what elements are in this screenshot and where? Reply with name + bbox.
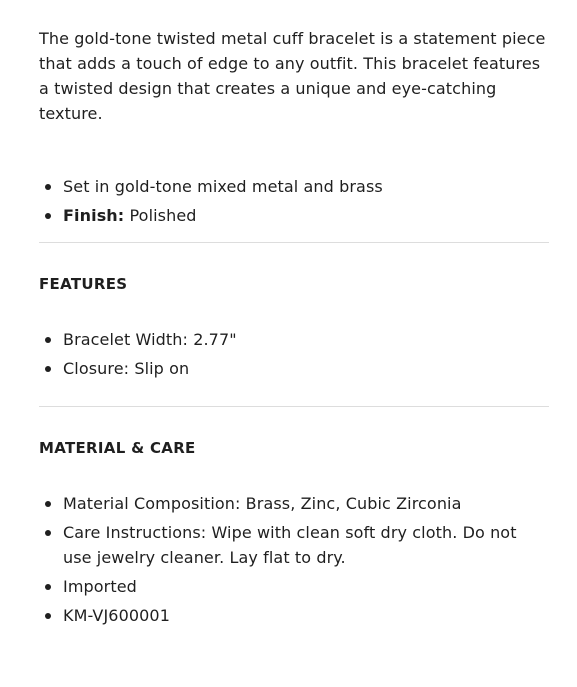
section-divider xyxy=(39,406,549,407)
finish-value: Polished xyxy=(124,206,197,225)
section-divider xyxy=(39,242,549,243)
features-list xyxy=(39,327,549,381)
list-item: Closure: Slip on xyxy=(39,356,549,381)
features-heading: FEATURES xyxy=(39,275,128,293)
list-item-finish xyxy=(39,203,549,228)
finish-label: Finish: xyxy=(63,206,125,225)
list-item: Care Instructions: Wipe with clean soft dry cloth. Do not use jewelry cleaner. Lay flat to dry. xyxy=(39,520,549,570)
list-item: Bracelet Width: 2.77" xyxy=(39,327,549,352)
list-item: KM-VJ600001 xyxy=(39,603,549,628)
list-item: Set in gold-tone mixed metal and brass xyxy=(39,174,549,199)
list-item: Material Composition: Brass, Zinc, Cubic Zirconia xyxy=(39,491,549,516)
highlights-list xyxy=(39,174,549,228)
material-care-heading: MATERIAL & CARE xyxy=(39,439,196,457)
material-care-list xyxy=(39,491,549,628)
product-description: The gold-tone twisted metal cuff bracelet is a statement piece that adds a touch of edge to any outfit. This bracelet features a twisted design that creates a unique and eye-catching texture. xyxy=(39,29,546,123)
list-item: Imported xyxy=(39,574,549,599)
